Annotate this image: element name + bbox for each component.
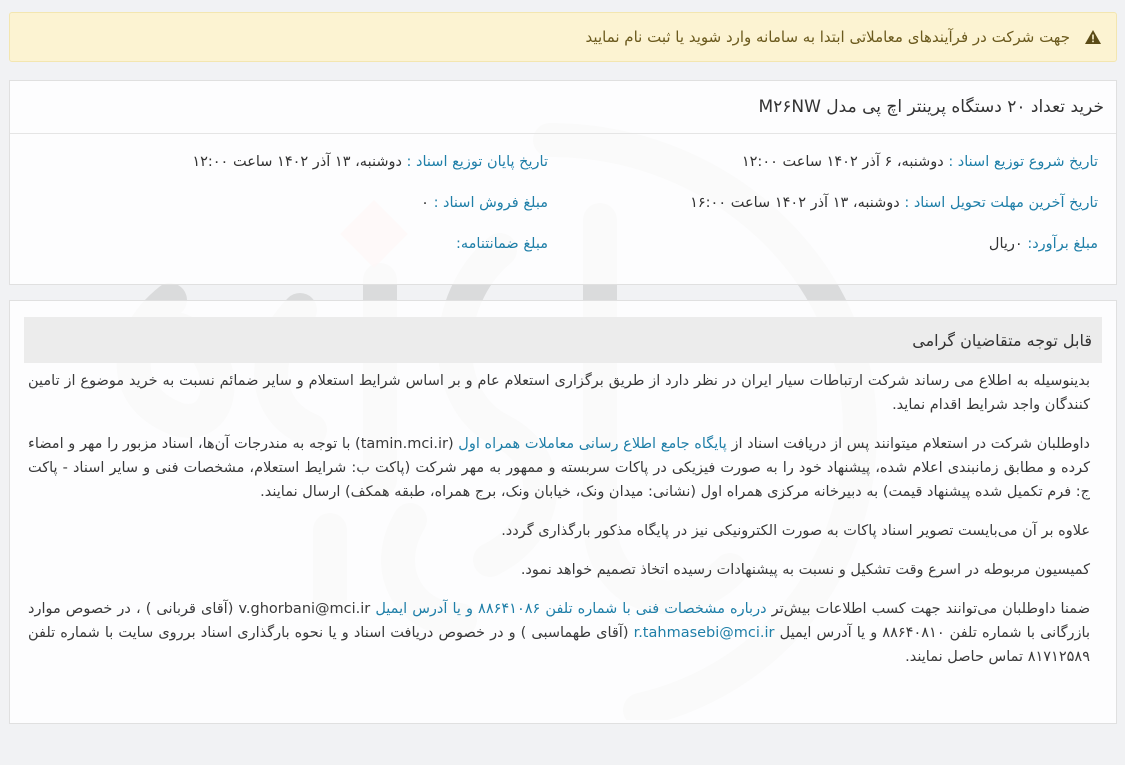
alert-text: جهت شرکت در فرآیندهای معاملاتی ابتدا به سامانه وارد شوید یا ثبت نام نمایید (585, 28, 1070, 46)
start-date-row (742, 154, 1098, 170)
guarantee-row (456, 236, 548, 252)
p5-text-a: ضمنا داوطلبان می‌توانند جهت کسب اطلاعات بیش‌تر (766, 601, 1091, 617)
sale-amount-label: مبلغ فروش اسناد : (433, 195, 548, 211)
sale-amount-value: ۰ (421, 195, 429, 211)
notice-heading: قابل توجه متقاضیان گرامی (24, 317, 1102, 363)
estimate-row (989, 236, 1098, 252)
technical-contact-link[interactable]: درباره مشخصات فنی با شماره تلفن ۸۸۶۴۱۰۸۶ و یا آدرس ایمیل (375, 601, 767, 617)
deadline-value: دوشنبه، ۱۳ آذر ۱۴۰۲ ساعت ۱۶:۰۰ (690, 195, 900, 211)
p5-text-c: (آقای طهماسبی ) و در خصوص دریافت اسناد و یا نحوه بارگذاری اسناد برروی سایت با شماره تلفن ۸۱۷۱۲۵۸۹ تماس حاصل نمایند. (28, 625, 1090, 665)
deadline-label: تاریخ آخرین مهلت تحویل اسناد : (904, 195, 1098, 211)
notice-paragraph-5 (28, 597, 1090, 669)
p2-text-a: داوطلبان شرکت در استعلام میتوانند پس از دریافت اسناد از (726, 436, 1090, 452)
warning-triangle-icon (1080, 27, 1102, 47)
guarantee-label: مبلغ ضمانتنامه: (455, 236, 548, 252)
login-alert (9, 12, 1117, 62)
sale-amount-row (421, 195, 548, 211)
notice-paragraph-3: علاوه بر آن می‌بایست تصویر اسناد پاکات به صورت الکترونیکی نیز در پایگاه مذکور بارگذاری گردد. (501, 523, 1090, 539)
deadline-row (690, 195, 1098, 211)
notice-body (28, 369, 1090, 684)
start-date-value: دوشنبه، ۶ آذر ۱۴۰۲ ساعت ۱۲:۰۰ (741, 154, 944, 170)
end-date-value: دوشنبه، ۱۳ آذر ۱۴۰۲ ساعت ۱۲:۰۰ (192, 154, 402, 170)
notice-paragraph-1: بدینوسیله به اطلاع می رساند شرکت ارتباطات سیار ایران در نظر دارد از طریق برگزاری استعلام عام و بر اساس شرایط استعلام و سایر ضمائم نسبت به خرید موضوع از تامین کنندگان واجد شرایط اقدام نماید. (28, 373, 1090, 413)
notice-card (9, 300, 1117, 724)
p5-text-b: v.ghorbani@mci.ir (آقای قربانی ) ، در خصوص موارد بازرگانی با شماره تلفن ۸۸۶۴۰۸۱۰ و یا آدرس ایمیل (28, 601, 1090, 641)
estimate-value: ۰ریال (988, 236, 1023, 252)
p2-text-b: (tamin.mci.ir) با توجه به مندرجات آن‌ها، اسناد مزبور را مهر و امضاء کرده و مطابق زمانبندی اعلام شده، پیشنهاد خود را به صورت فیزیکی در پاکات سربسته و ممهور به مهر شرکت (پاکت ب: شرایط استعلام، مشخصات فنی و سایر اسناد - پاکت ج: فرم تکمیل شده پیشنهاد قیمت) به دبیرخانه مرکزی همراه اول (نشانی: میدان ونک، خیابان ونک، برج همراه، طبقه همکف) ارسال نمایند. (28, 436, 1090, 500)
tamin-portal-link[interactable]: پایگاه جامع اطلاع رسانی معاملات همراه اول (458, 436, 727, 452)
notice-paragraph-2 (28, 432, 1090, 504)
tender-info-card (9, 80, 1117, 285)
end-date-label: تاریخ پایان توزیع اسناد : (406, 154, 548, 170)
start-date-label: تاریخ شروع توزیع اسناد : (948, 154, 1098, 170)
end-date-row (192, 154, 548, 170)
tender-title: خرید تعداد ۲۰ دستگاه پرینتر اچ پی مدل M۲۶NW (10, 81, 1116, 134)
notice-paragraph-4: کمیسیون مربوطه در اسرع وقت تشکیل و نسبت به پیشنهادات رسیده اتخاذ تصمیم خواهد نمود. (520, 562, 1090, 578)
estimate-label: مبلغ برآورد: (1027, 236, 1098, 252)
commercial-email-link[interactable]: r.tahmasebi@mci.ir (633, 625, 775, 641)
